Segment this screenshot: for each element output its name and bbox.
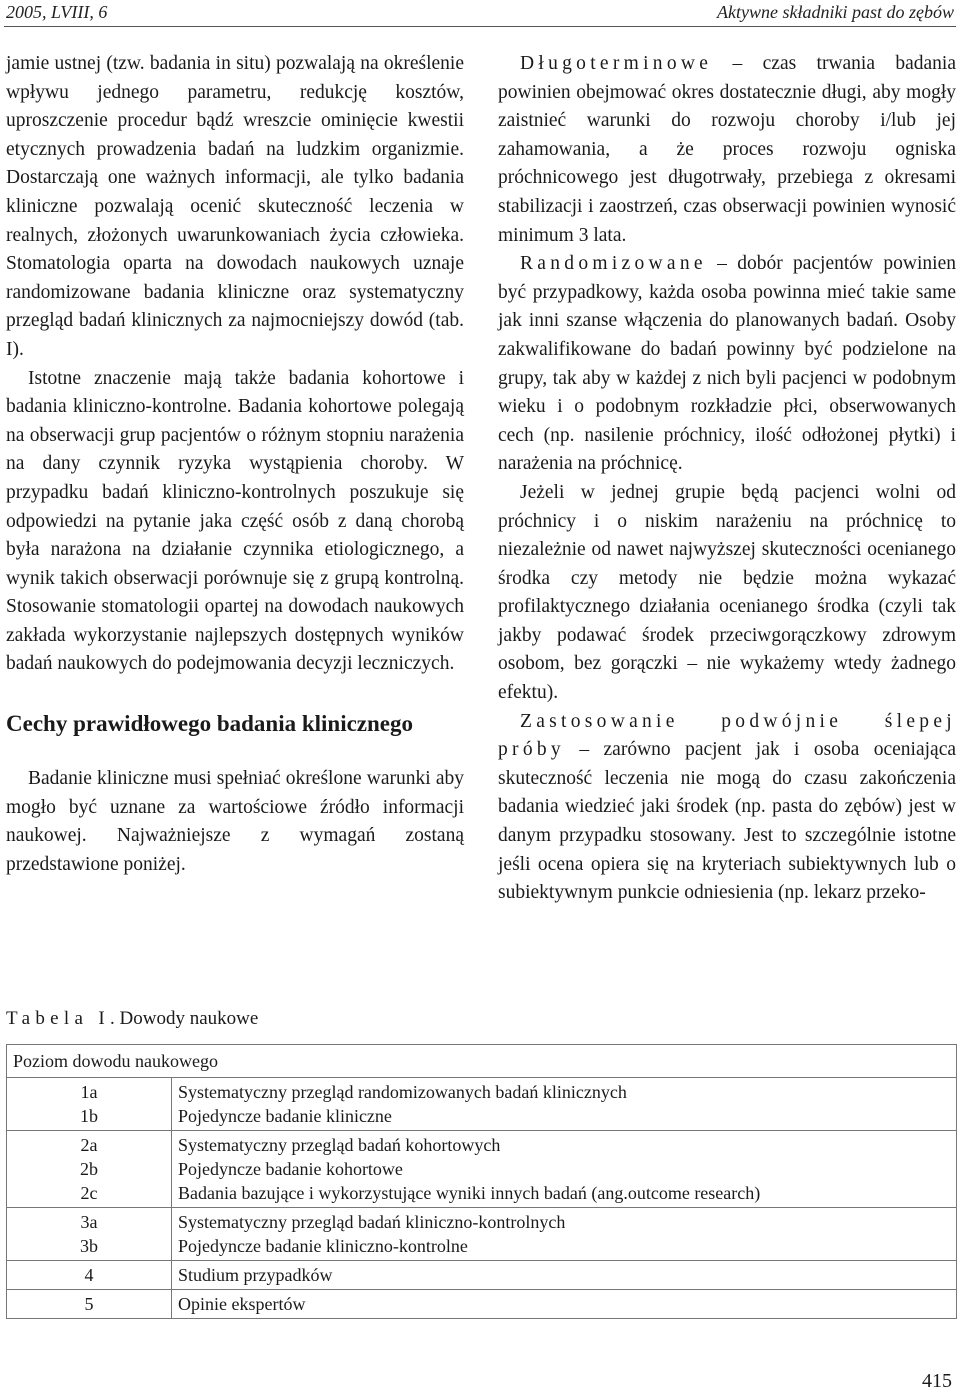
term: Zastosowanie podwójnie ślepej próby <box>498 710 956 761</box>
evidence-description: Opinie ekspertów <box>178 1294 306 1314</box>
evidence-level: 2a <box>80 1135 98 1155</box>
evidence-level-cell <box>7 1290 172 1319</box>
header-rule <box>4 26 956 27</box>
table-row <box>7 1078 957 1131</box>
section-heading: Cechy prawidłowego badania klinicznego <box>6 711 414 737</box>
evidence-description-cell <box>172 1208 957 1261</box>
right-column <box>498 50 956 908</box>
table-header-row <box>7 1045 957 1078</box>
paragraph: Istotne znaczenie mają także badania kohortowe i badania kliniczno-kontrolne. Badania kohortowe polegają na obserwacji grup pacjentów o różnym stopniu narażenia na dany czynnik ryzyka wystąpienia choroby. W przypadku badań kliniczno-kontrolnych poszukuje się odpowiedzi na pytanie jaka część osób z daną chorobą była narażona na działanie czynnika etiologicznego, a wynik takich obserwacji porównuje się z grupą kontrolną. Stosowanie stomatologii opartej na dowodach naukowych zakłada wykorzystanie najlepszych dostępnych wyników badań naukowych do podejmowania decyzji leczniczych. <box>6 367 464 675</box>
evidence-description: Badania bazujące i wykorzystujące wyniki innych badań (ang.outcome research) <box>178 1183 761 1203</box>
term: Długoterminowe <box>520 53 713 74</box>
table-row <box>7 1290 957 1319</box>
evidence-description-cell <box>172 1261 957 1290</box>
evidence-description: Pojedyncze badanie kliniczno-kontrolne <box>178 1236 468 1256</box>
evidence-level: 3b <box>80 1236 98 1256</box>
table-row <box>7 1261 957 1290</box>
evidence-description: Studium przypadków <box>178 1265 333 1285</box>
evidence-level: 1b <box>80 1106 98 1126</box>
evidence-description: Systematyczny przegląd badań kliniczno-kontrolnych <box>178 1212 566 1232</box>
evidence-level: 4 <box>84 1265 94 1285</box>
paragraph: Długoterminowe – czas trwania badania powinien obejmować okres dostatecznie długi, aby mogły zaistnieć warunki do rozwoju choroby i/lub jej zahamowania, a że proces rozwoju ogniska próchnicowego jest długotrwały, przebiega z okresami stabilizacji i zaostrzeń, czas obserwacji powinien wynosić minimum 3 lata. <box>498 53 956 246</box>
paragraph: Randomizowane – dobór pacjentów powinien być przypadkowy, każda osoba powinna mieć takie same jak inni szanse włączenia do planowanych badań. Osoby zakwalifikowane do badań powinny być podzielone na grupy, tak aby w każdej z nich byli pacjenci w podobnym wieku i o podobnym rozkładzie płci, obserwowanych cech (np. nasilenie próchnicy, ilość odłożonej płytki) i narażenia na próchnicę. <box>498 253 956 475</box>
paragraph: Badanie kliniczne musi spełniać określone warunki aby mogło być uznane za wartościowe źródło informacji naukowej. Najważniejsze z wymagań zostaną przedstawione poniżej. <box>6 768 464 875</box>
evidence-level-cell <box>7 1131 172 1208</box>
evidence-description: Pojedyncze badanie kliniczne <box>178 1106 392 1126</box>
evidence-description-cell <box>172 1078 957 1131</box>
evidence-level: 2b <box>80 1159 98 1179</box>
table-row <box>7 1208 957 1261</box>
evidence-level-cell <box>7 1261 172 1290</box>
page-number: 415 <box>922 1370 952 1392</box>
evidence-description: Pojedyncze badanie kohortowe <box>178 1159 403 1179</box>
evidence-description: Systematyczny przegląd randomizowanych badań klinicznych <box>178 1082 627 1102</box>
paragraph: jamie ustnej (tzw. badania in situ) pozwalają na określenie wpływu jednego parametru, redukcję kosztów, uproszczenie procedur bądź wreszcie ominięcie kwestii etycznych prowadzenia badań na ludzkim organizmie. Dostarczają one ważnych informacji, ale tylko badania kliniczne pozwalają ocenić skuteczność leczenia w realnych, złożonych uwarunkowaniach życia człowieka. Stomatologia oparta na dowodach naukowych uznaje randomizowane badania kliniczne oraz systematyczny przegląd badań klinicznych za najmocniejszy dowód (tab. I). <box>6 53 464 360</box>
running-header <box>6 0 954 24</box>
table-label: Tabela I <box>6 1008 110 1029</box>
left-column <box>6 50 464 879</box>
journal-issue: 2005, LVIII, 6 <box>6 1 108 22</box>
evidence-level-cell <box>7 1078 172 1131</box>
evidence-level: 3a <box>80 1212 98 1232</box>
evidence-level: 1a <box>80 1082 98 1102</box>
paragraph: Zastosowanie podwójnie ślepej próby – zarówno pacjent jak i osoba oceniająca skuteczność leczenia nie mogą do czasu zakończenia badania wiedzieć jaki środek (np. pasta do zębów) jest w danym przypadku stosowany. Jest to szczególnie istotne jeśli ocena opiera się na kryteriach subiektywnych lub o subiektywnym punkcie odniesienia (np. lekarz przeko- <box>498 710 956 904</box>
term: Randomizowane <box>520 253 707 275</box>
article-short-title: Aktywne składniki past do zębów <box>717 1 954 22</box>
evidence-description: Systematyczny przegląd badań kohortowych <box>178 1135 501 1155</box>
evidence-level: 2c <box>80 1183 98 1203</box>
evidence-level: 5 <box>84 1294 94 1314</box>
table-header-cell: Poziom dowodu naukowego <box>7 1045 957 1078</box>
evidence-level-cell <box>7 1208 172 1261</box>
table-caption: Tabela I. Dowody naukowe <box>6 1008 259 1029</box>
evidence-table <box>6 1044 957 1319</box>
evidence-description-cell <box>172 1131 957 1208</box>
evidence-description-cell <box>172 1290 957 1319</box>
paragraph: Jeżeli w jednej grupie będą pacjenci wolni od próchnicy i o niskim narażeniu na próchnicę to niezależnie od nawet najwyższej skuteczności ocenianego środka czy metody nie będzie można wykazać profilaktycznego działania ocenianego środka (czyli tak jakby podawać środek przeciwgorączkowy zdrowym osobom, bez gorączki – nie wykażemy wtedy żadnego efektu). <box>498 481 956 704</box>
table-row <box>7 1131 957 1208</box>
